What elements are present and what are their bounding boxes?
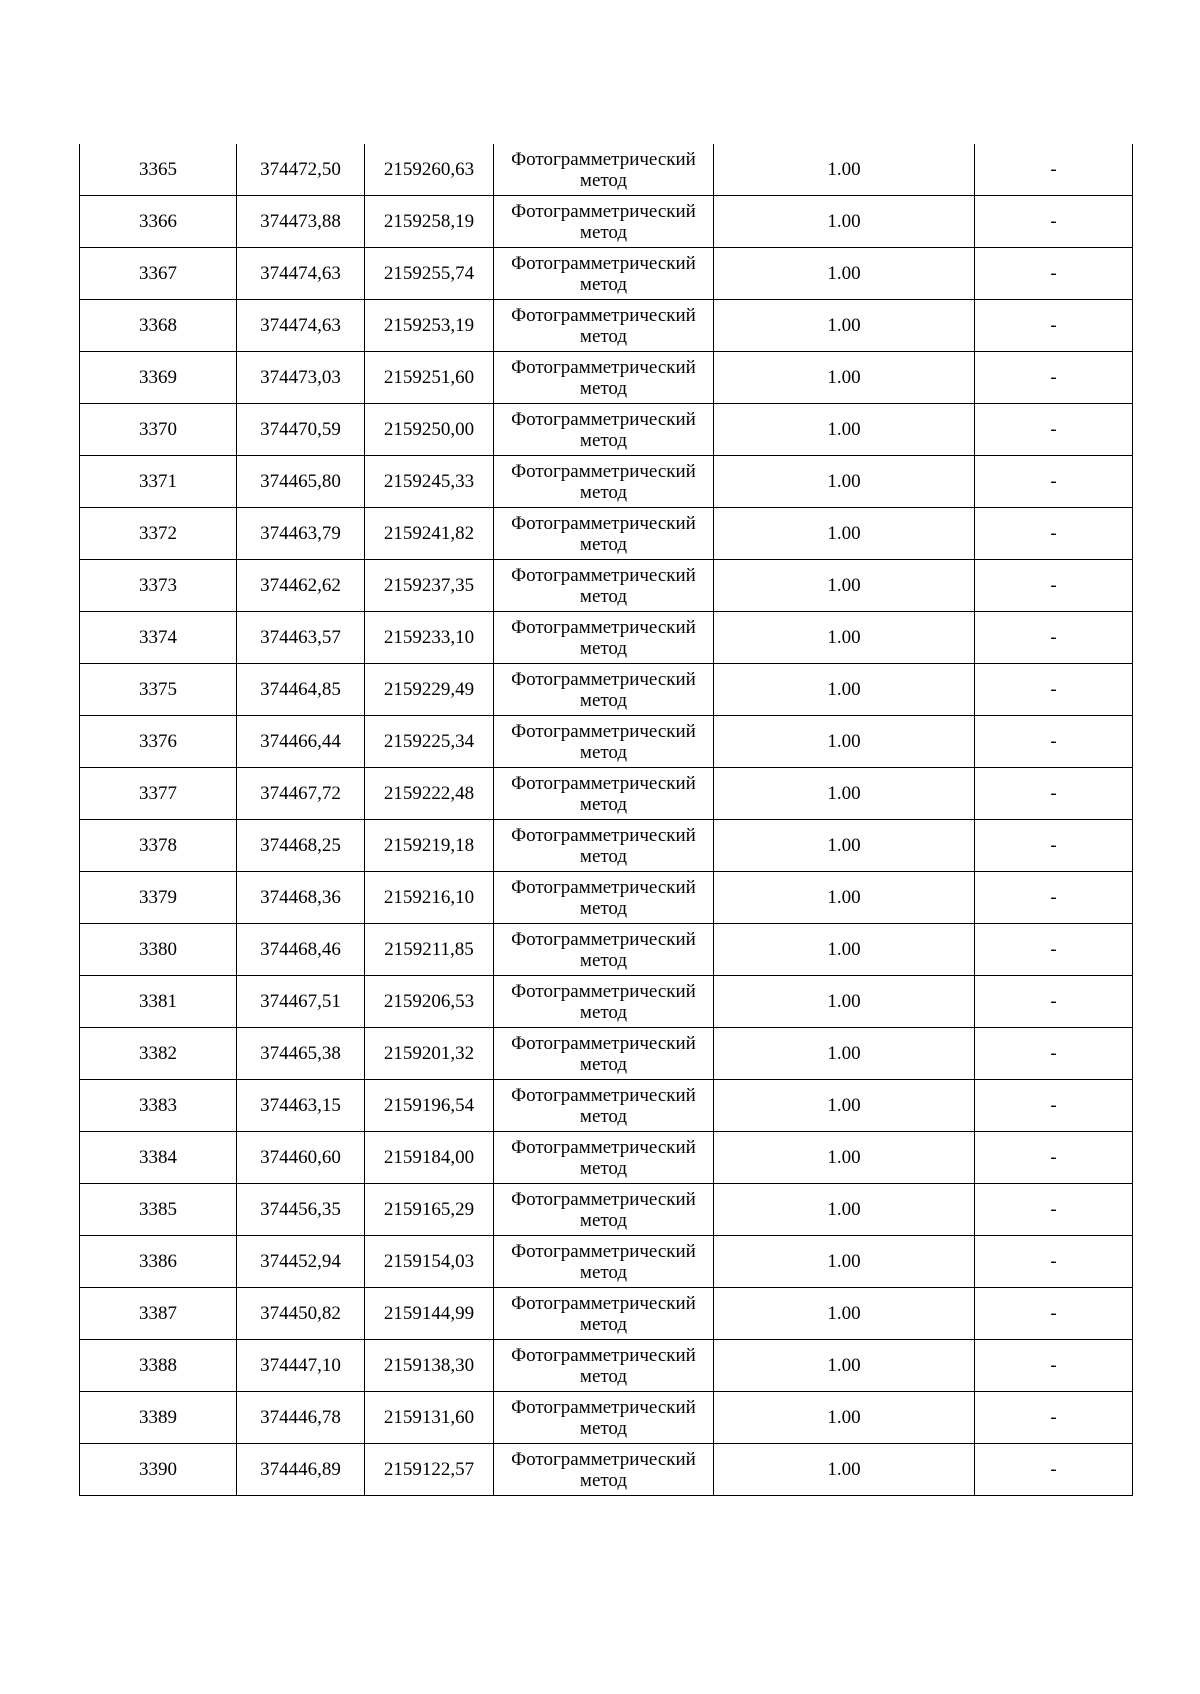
method-line-2: метод	[579, 1001, 628, 1023]
note-cell: -	[975, 196, 1133, 248]
note-cell: -	[975, 1392, 1133, 1444]
method-line-2: метод	[579, 637, 628, 659]
method-cell	[494, 1444, 714, 1496]
x-coordinate-cell: 374464,85	[237, 664, 365, 716]
method-cell	[494, 508, 714, 560]
method-line-2: метод	[579, 1417, 628, 1439]
x-coordinate-cell: 374465,80	[237, 456, 365, 508]
accuracy-cell: 1.00	[714, 144, 975, 196]
accuracy-cell: 1.00	[714, 612, 975, 664]
method-line-2: метод	[579, 377, 628, 399]
method-line-1: Фотограмметрический	[511, 460, 696, 482]
method-line-2: метод	[579, 1261, 628, 1283]
method-line-2: метод	[579, 585, 628, 607]
note-cell: -	[975, 456, 1133, 508]
method-line-2: метод	[579, 1313, 628, 1335]
y-coordinate-cell: 2159255,74	[365, 248, 494, 300]
table-row	[80, 1236, 1133, 1288]
y-coordinate-cell: 2159222,48	[365, 768, 494, 820]
x-coordinate-cell: 374473,88	[237, 196, 365, 248]
method-line-1: Фотограмметрический	[511, 304, 696, 326]
note-cell: -	[975, 300, 1133, 352]
method-line-1: Фотограмметрический	[511, 772, 696, 794]
method-line-1: Фотограмметрический	[511, 980, 696, 1002]
point-number-cell: 3387	[80, 1288, 237, 1340]
note-cell: -	[975, 1184, 1133, 1236]
method-line-1: Фотограмметрический	[511, 1240, 696, 1262]
y-coordinate-cell: 2159144,99	[365, 1288, 494, 1340]
method-line-2: метод	[579, 221, 628, 243]
accuracy-cell: 1.00	[714, 664, 975, 716]
method-cell	[494, 1132, 714, 1184]
y-coordinate-cell: 2159165,29	[365, 1184, 494, 1236]
method-line-2: метод	[579, 429, 628, 451]
y-coordinate-cell: 2159253,19	[365, 300, 494, 352]
accuracy-cell: 1.00	[714, 248, 975, 300]
x-coordinate-cell: 374473,03	[237, 352, 365, 404]
method-cell	[494, 1340, 714, 1392]
method-line-2: метод	[579, 273, 628, 295]
y-coordinate-cell: 2159260,63	[365, 144, 494, 196]
accuracy-cell: 1.00	[714, 1340, 975, 1392]
method-line-1: Фотограмметрический	[511, 1032, 696, 1054]
table-row	[80, 820, 1133, 872]
method-cell	[494, 976, 714, 1028]
method-line-1: Фотограмметрический	[511, 408, 696, 430]
y-coordinate-cell: 2159233,10	[365, 612, 494, 664]
x-coordinate-cell: 374463,15	[237, 1080, 365, 1132]
accuracy-cell: 1.00	[714, 820, 975, 872]
method-cell	[494, 144, 714, 196]
point-number-cell: 3373	[80, 560, 237, 612]
method-line-2: метод	[579, 533, 628, 555]
method-line-1: Фотограмметрический	[511, 1188, 696, 1210]
accuracy-cell: 1.00	[714, 300, 975, 352]
point-number-cell: 3366	[80, 196, 237, 248]
y-coordinate-cell: 2159219,18	[365, 820, 494, 872]
table-row	[80, 1392, 1133, 1444]
y-coordinate-cell: 2159201,32	[365, 1028, 494, 1080]
method-cell	[494, 612, 714, 664]
x-coordinate-cell: 374462,62	[237, 560, 365, 612]
method-cell	[494, 560, 714, 612]
method-line-2: метод	[579, 1157, 628, 1179]
x-coordinate-cell: 374456,35	[237, 1184, 365, 1236]
note-cell: -	[975, 1080, 1133, 1132]
y-coordinate-cell: 2159237,35	[365, 560, 494, 612]
note-cell: -	[975, 612, 1133, 664]
y-coordinate-cell: 2159251,60	[365, 352, 494, 404]
accuracy-cell: 1.00	[714, 768, 975, 820]
x-coordinate-cell: 374468,25	[237, 820, 365, 872]
note-cell: -	[975, 144, 1133, 196]
point-number-cell: 3371	[80, 456, 237, 508]
point-number-cell: 3370	[80, 404, 237, 456]
point-number-cell: 3365	[80, 144, 237, 196]
point-number-cell: 3380	[80, 924, 237, 976]
y-coordinate-cell: 2159184,00	[365, 1132, 494, 1184]
method-cell	[494, 820, 714, 872]
x-coordinate-cell: 374450,82	[237, 1288, 365, 1340]
method-line-2: метод	[579, 1365, 628, 1387]
method-line-2: метод	[579, 481, 628, 503]
method-line-1: Фотограмметрический	[511, 876, 696, 898]
y-coordinate-cell: 2159154,03	[365, 1236, 494, 1288]
method-line-1: Фотограмметрический	[511, 148, 696, 170]
method-cell	[494, 768, 714, 820]
method-line-1: Фотограмметрический	[511, 1292, 696, 1314]
point-number-cell: 3372	[80, 508, 237, 560]
note-cell: -	[975, 1340, 1133, 1392]
table-row	[80, 404, 1133, 456]
method-cell	[494, 872, 714, 924]
table-row	[80, 196, 1133, 248]
x-coordinate-cell: 374460,60	[237, 1132, 365, 1184]
method-line-2: метод	[579, 741, 628, 763]
method-cell	[494, 352, 714, 404]
note-cell: -	[975, 560, 1133, 612]
method-cell	[494, 404, 714, 456]
x-coordinate-cell: 374446,78	[237, 1392, 365, 1444]
y-coordinate-cell: 2159196,54	[365, 1080, 494, 1132]
table-row	[80, 248, 1133, 300]
x-coordinate-cell: 374463,79	[237, 508, 365, 560]
method-line-2: метод	[579, 793, 628, 815]
accuracy-cell: 1.00	[714, 1028, 975, 1080]
method-line-1: Фотограмметрический	[511, 1344, 696, 1366]
method-line-2: метод	[579, 845, 628, 867]
note-cell: -	[975, 508, 1133, 560]
method-cell	[494, 456, 714, 508]
point-number-cell: 3381	[80, 976, 237, 1028]
note-cell: -	[975, 716, 1133, 768]
x-coordinate-cell: 374465,38	[237, 1028, 365, 1080]
y-coordinate-cell: 2159258,19	[365, 196, 494, 248]
method-line-1: Фотограмметрический	[511, 1396, 696, 1418]
note-cell: -	[975, 352, 1133, 404]
note-cell: -	[975, 976, 1133, 1028]
method-line-2: метод	[579, 1209, 628, 1231]
y-coordinate-cell: 2159211,85	[365, 924, 494, 976]
note-cell: -	[975, 768, 1133, 820]
method-line-1: Фотограмметрический	[511, 1136, 696, 1158]
accuracy-cell: 1.00	[714, 508, 975, 560]
x-coordinate-cell: 374468,36	[237, 872, 365, 924]
method-line-1: Фотограмметрический	[511, 668, 696, 690]
note-cell: -	[975, 1236, 1133, 1288]
accuracy-cell: 1.00	[714, 1080, 975, 1132]
point-number-cell: 3383	[80, 1080, 237, 1132]
table-row	[80, 1184, 1133, 1236]
method-line-2: метод	[579, 949, 628, 971]
accuracy-cell: 1.00	[714, 1236, 975, 1288]
point-number-cell: 3389	[80, 1392, 237, 1444]
accuracy-cell: 1.00	[714, 1132, 975, 1184]
x-coordinate-cell: 374452,94	[237, 1236, 365, 1288]
x-coordinate-cell: 374466,44	[237, 716, 365, 768]
accuracy-cell: 1.00	[714, 352, 975, 404]
y-coordinate-cell: 2159206,53	[365, 976, 494, 1028]
table-row	[80, 924, 1133, 976]
point-number-cell: 3367	[80, 248, 237, 300]
method-cell	[494, 1080, 714, 1132]
y-coordinate-cell: 2159138,30	[365, 1340, 494, 1392]
point-number-cell: 3377	[80, 768, 237, 820]
table-row	[80, 560, 1133, 612]
accuracy-cell: 1.00	[714, 924, 975, 976]
table-row	[80, 716, 1133, 768]
method-cell	[494, 924, 714, 976]
accuracy-cell: 1.00	[714, 716, 975, 768]
point-number-cell: 3382	[80, 1028, 237, 1080]
method-cell	[494, 1028, 714, 1080]
x-coordinate-cell: 374472,50	[237, 144, 365, 196]
accuracy-cell: 1.00	[714, 456, 975, 508]
point-number-cell: 3375	[80, 664, 237, 716]
table-row	[80, 612, 1133, 664]
table-row	[80, 872, 1133, 924]
method-cell	[494, 716, 714, 768]
table-row	[80, 1132, 1133, 1184]
method-line-2: метод	[579, 1053, 628, 1075]
y-coordinate-cell: 2159229,49	[365, 664, 494, 716]
note-cell: -	[975, 404, 1133, 456]
method-line-2: метод	[579, 689, 628, 711]
method-cell	[494, 196, 714, 248]
method-line-1: Фотограмметрический	[511, 616, 696, 638]
accuracy-cell: 1.00	[714, 1288, 975, 1340]
accuracy-cell: 1.00	[714, 1184, 975, 1236]
y-coordinate-cell: 2159131,60	[365, 1392, 494, 1444]
method-line-1: Фотограмметрический	[511, 1448, 696, 1470]
table-row	[80, 1340, 1133, 1392]
accuracy-cell: 1.00	[714, 976, 975, 1028]
method-cell	[494, 1184, 714, 1236]
method-line-2: метод	[579, 897, 628, 919]
note-cell: -	[975, 664, 1133, 716]
method-line-1: Фотограмметрический	[511, 928, 696, 950]
accuracy-cell: 1.00	[714, 196, 975, 248]
x-coordinate-cell: 374474,63	[237, 300, 365, 352]
accuracy-cell: 1.00	[714, 1392, 975, 1444]
method-line-2: метод	[579, 325, 628, 347]
point-number-cell: 3386	[80, 1236, 237, 1288]
method-line-1: Фотограмметрический	[511, 824, 696, 846]
method-line-1: Фотограмметрический	[511, 252, 696, 274]
coordinates-table	[79, 144, 1133, 1496]
y-coordinate-cell: 2159216,10	[365, 872, 494, 924]
point-number-cell: 3379	[80, 872, 237, 924]
x-coordinate-cell: 374467,51	[237, 976, 365, 1028]
note-cell: -	[975, 820, 1133, 872]
x-coordinate-cell: 374468,46	[237, 924, 365, 976]
point-number-cell: 3378	[80, 820, 237, 872]
method-cell	[494, 1236, 714, 1288]
note-cell: -	[975, 872, 1133, 924]
y-coordinate-cell: 2159122,57	[365, 1444, 494, 1496]
x-coordinate-cell: 374447,10	[237, 1340, 365, 1392]
note-cell: -	[975, 924, 1133, 976]
method-line-2: метод	[579, 1469, 628, 1491]
method-cell	[494, 1392, 714, 1444]
method-line-2: метод	[579, 1105, 628, 1127]
coordinates-table-body	[80, 144, 1133, 1496]
point-number-cell: 3374	[80, 612, 237, 664]
y-coordinate-cell: 2159241,82	[365, 508, 494, 560]
table-row	[80, 1288, 1133, 1340]
table-row	[80, 144, 1133, 196]
point-number-cell: 3390	[80, 1444, 237, 1496]
method-cell	[494, 300, 714, 352]
point-number-cell: 3384	[80, 1132, 237, 1184]
x-coordinate-cell: 374474,63	[237, 248, 365, 300]
method-line-1: Фотограмметрический	[511, 200, 696, 222]
point-number-cell: 3388	[80, 1340, 237, 1392]
table-row	[80, 976, 1133, 1028]
table-row	[80, 1444, 1133, 1496]
note-cell: -	[975, 1444, 1133, 1496]
note-cell: -	[975, 248, 1133, 300]
note-cell: -	[975, 1028, 1133, 1080]
method-line-1: Фотограмметрический	[511, 512, 696, 534]
point-number-cell: 3369	[80, 352, 237, 404]
y-coordinate-cell: 2159245,33	[365, 456, 494, 508]
table-row	[80, 508, 1133, 560]
table-row	[80, 664, 1133, 716]
method-line-1: Фотограмметрический	[511, 564, 696, 586]
table-row	[80, 768, 1133, 820]
note-cell: -	[975, 1288, 1133, 1340]
y-coordinate-cell: 2159250,00	[365, 404, 494, 456]
table-row	[80, 456, 1133, 508]
accuracy-cell: 1.00	[714, 404, 975, 456]
note-cell: -	[975, 1132, 1133, 1184]
point-number-cell: 3376	[80, 716, 237, 768]
method-line-2: метод	[579, 169, 628, 191]
table-row	[80, 352, 1133, 404]
x-coordinate-cell: 374467,72	[237, 768, 365, 820]
x-coordinate-cell: 374463,57	[237, 612, 365, 664]
method-line-1: Фотограмметрический	[511, 356, 696, 378]
accuracy-cell: 1.00	[714, 1444, 975, 1496]
accuracy-cell: 1.00	[714, 560, 975, 612]
table-row	[80, 1080, 1133, 1132]
method-cell	[494, 1288, 714, 1340]
accuracy-cell: 1.00	[714, 872, 975, 924]
method-line-1: Фотограмметрический	[511, 1084, 696, 1106]
x-coordinate-cell: 374446,89	[237, 1444, 365, 1496]
method-cell	[494, 248, 714, 300]
method-cell	[494, 664, 714, 716]
x-coordinate-cell: 374470,59	[237, 404, 365, 456]
y-coordinate-cell: 2159225,34	[365, 716, 494, 768]
point-number-cell: 3385	[80, 1184, 237, 1236]
method-line-1: Фотограмметрический	[511, 720, 696, 742]
table-row	[80, 300, 1133, 352]
table-row	[80, 1028, 1133, 1080]
point-number-cell: 3368	[80, 300, 237, 352]
